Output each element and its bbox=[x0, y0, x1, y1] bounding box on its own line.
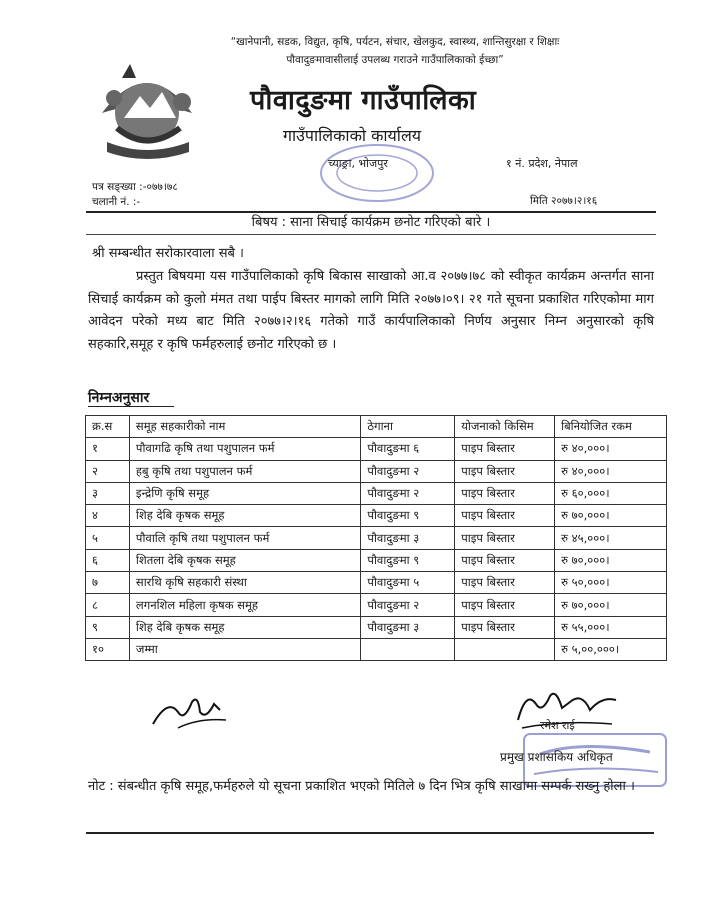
province-label: १ नं. प्रदेश, नेपाल bbox=[506, 157, 578, 170]
cell-total-amount: रु ५,००,०००। bbox=[555, 638, 667, 660]
cell-amount: रु ५०,०००। bbox=[555, 572, 667, 594]
cell-project-type bbox=[455, 638, 555, 660]
letter-addressee: श्री सम्बन्धीत सरोकारवाला सबै । bbox=[92, 246, 244, 261]
cell-project-type: पाइप बिस्तार bbox=[455, 482, 555, 504]
section-heading: निम्नअनुसार bbox=[88, 390, 150, 406]
municipality-title: पौवादुङमा गाउँपालिका bbox=[250, 85, 477, 116]
table-row bbox=[86, 460, 667, 482]
reference-number: पत्र सङ्ख्या :-०७७।७८ bbox=[92, 181, 178, 193]
table-header-row bbox=[86, 416, 667, 438]
footer-note: नोट : संबन्धीत कृषि समूह,फर्महरुले यो सूचना प्रकाशित भएको मितिले ७ दिन भित्र कृषि साखामा सम्पर्क राख्नु होला । bbox=[88, 779, 635, 794]
dispatch-number: चलानी नं. :- bbox=[92, 196, 141, 208]
header-group-name: समूह सहकारीको नाम bbox=[129, 416, 361, 438]
table-row bbox=[86, 505, 667, 527]
cell-serial: १० bbox=[86, 638, 130, 660]
cell-serial: २ bbox=[86, 460, 130, 482]
cell-amount: रु ४५,०००। bbox=[555, 527, 667, 549]
table-row bbox=[86, 527, 667, 549]
cell-serial: ६ bbox=[86, 549, 130, 571]
table-row bbox=[86, 482, 667, 504]
table-row bbox=[86, 572, 667, 594]
cell-project-type: पाइप बिस्तार bbox=[455, 460, 555, 482]
officer-name: रमेश राई bbox=[540, 719, 575, 732]
cell-amount: रु ७०,०००। bbox=[555, 505, 667, 527]
cell-amount: रु ७०,०००। bbox=[555, 549, 667, 571]
cell-group-name: पौवागढि कृषि तथा पशुपालन फर्म bbox=[129, 438, 361, 460]
cell-group-name: शितला देबि कृषक समूह bbox=[129, 549, 361, 571]
cell-project-type: पाइप बिस्तार bbox=[455, 594, 555, 616]
cell-amount: रु ६०,०००। bbox=[555, 482, 667, 504]
letter-date: मिति २०७७।२।१६ bbox=[530, 195, 598, 207]
office-subtitle: गाउँपालिकाको कार्यालय bbox=[283, 126, 422, 145]
cell-address: पौवादुङमा ९ bbox=[361, 505, 455, 527]
footer-divider bbox=[86, 832, 654, 834]
cell-group-name: इन्द्रेणि कृषि समूह bbox=[129, 482, 361, 504]
cell-address: पौवादुङमा ६ bbox=[361, 438, 455, 460]
cell-project-type: पाइप बिस्तार bbox=[455, 527, 555, 549]
cell-address bbox=[361, 638, 455, 660]
table-row bbox=[86, 549, 667, 571]
motto-line-1: “खानेपानी, सडक, विद्युत, कृषि, पर्यटन, संचार, खेलकुद, स्वास्थ्य, शान्तिसुरक्षा र शिक्षाः bbox=[230, 36, 560, 48]
cell-serial: ४ bbox=[86, 505, 130, 527]
office-address: च्याङ्रा, भोजपुर bbox=[328, 157, 388, 170]
cell-group-name: शिह देबि कृषक समूह bbox=[129, 505, 361, 527]
cell-address: पौवादुङमा ९ bbox=[361, 549, 455, 571]
cell-group-name: हबु कृषि तथा पशुपालन फर्म bbox=[129, 460, 361, 482]
cell-amount: रु ४०,०००। bbox=[555, 438, 667, 460]
allocation-table bbox=[85, 415, 667, 661]
cell-group-name: लगनशिल महिला कृषक समूह bbox=[129, 594, 361, 616]
cell-amount: रु ५५,०००। bbox=[555, 616, 667, 638]
cell-serial: १ bbox=[86, 438, 130, 460]
cell-address: पौवादुङमा २ bbox=[361, 482, 455, 504]
office-stamp-icon bbox=[318, 142, 436, 204]
cell-serial: ३ bbox=[86, 482, 130, 504]
motto-line-2: पौवादुङमावासीलाई उपलब्ध गराउने गाउँपालिकाको ईच्छा” bbox=[286, 54, 504, 66]
officer-title: प्रमुख प्रशासकिय अधिकृत bbox=[500, 750, 613, 764]
cell-address: पौवादुङमा ३ bbox=[361, 616, 455, 638]
cell-amount: रु ७०,०००। bbox=[555, 594, 667, 616]
cell-amount: रु ४०,०००। bbox=[555, 460, 667, 482]
cell-total-label: जम्मा bbox=[129, 638, 361, 660]
letter-body: प्रस्तुत बिषयमा यस गाउँपालिकाको कृषि बिकास साखाको आ.व २०७७।७८ को स्वीकृत कार्यक्रम अन्तर्गत साना सिचाई कार्यक्रम को कुलो मंमत तथा पाईप बिस्तर मागको लागि मिति २०७७।०९। २१ गते सूचना प्रकाशित गरिएकोमा माग आवेदन परेको मध्य बाट मिति २०७७।२।१६ गतेको गाउँ कार्यपालिकाको निर्णय अनुसार निम्न अनुसारको कृषि सहकारि,समूह र कृषि फर्महरुलाई छनोट गरिएको छ । bbox=[88, 269, 654, 352]
cell-project-type: पाइप बिस्तार bbox=[455, 438, 555, 460]
cell-project-type: पाइप बिस्तार bbox=[455, 549, 555, 571]
cell-group-name: पौवालि कृषि तथा पशुपालन फर्म bbox=[129, 527, 361, 549]
cell-serial: ७ bbox=[86, 572, 130, 594]
government-emblem-icon bbox=[92, 58, 202, 168]
header-amount: बिनियोजित रकम bbox=[555, 416, 667, 438]
cell-project-type: पाइप बिस्तार bbox=[455, 505, 555, 527]
table-row bbox=[86, 616, 667, 638]
letter-subject: बिषय : साना सिचाई कार्यक्रम छनोट गरिएको बारे । bbox=[251, 215, 491, 230]
cell-group-name: शिह देबि कृषक समूह bbox=[129, 616, 361, 638]
cell-project-type: पाइप बिस्तार bbox=[455, 616, 555, 638]
cell-serial: ५ bbox=[86, 527, 130, 549]
table-row bbox=[86, 594, 667, 616]
cell-serial: ९ bbox=[86, 616, 130, 638]
header-project-type: योजनाको किसिम bbox=[455, 416, 555, 438]
header-serial: क्र.स bbox=[86, 416, 130, 438]
cell-project-type: पाइप बिस्तार bbox=[455, 572, 555, 594]
section-underline bbox=[88, 406, 174, 407]
cell-address: पौवादुङमा ५ bbox=[361, 572, 455, 594]
header-address: ठेगाना bbox=[361, 416, 455, 438]
table-row bbox=[86, 438, 667, 460]
cell-address: पौवादुङमा ३ bbox=[361, 527, 455, 549]
motto bbox=[150, 33, 640, 69]
cell-address: पौवादुङमा २ bbox=[361, 460, 455, 482]
table-total-row bbox=[86, 638, 667, 660]
cell-group-name: सारथि कृषि सहकारी संस्था bbox=[129, 572, 361, 594]
cell-serial: ८ bbox=[86, 594, 130, 616]
cell-address: पौवादुङमा २ bbox=[361, 594, 455, 616]
left-signature-icon bbox=[148, 690, 238, 732]
subject-divider bbox=[86, 234, 656, 235]
